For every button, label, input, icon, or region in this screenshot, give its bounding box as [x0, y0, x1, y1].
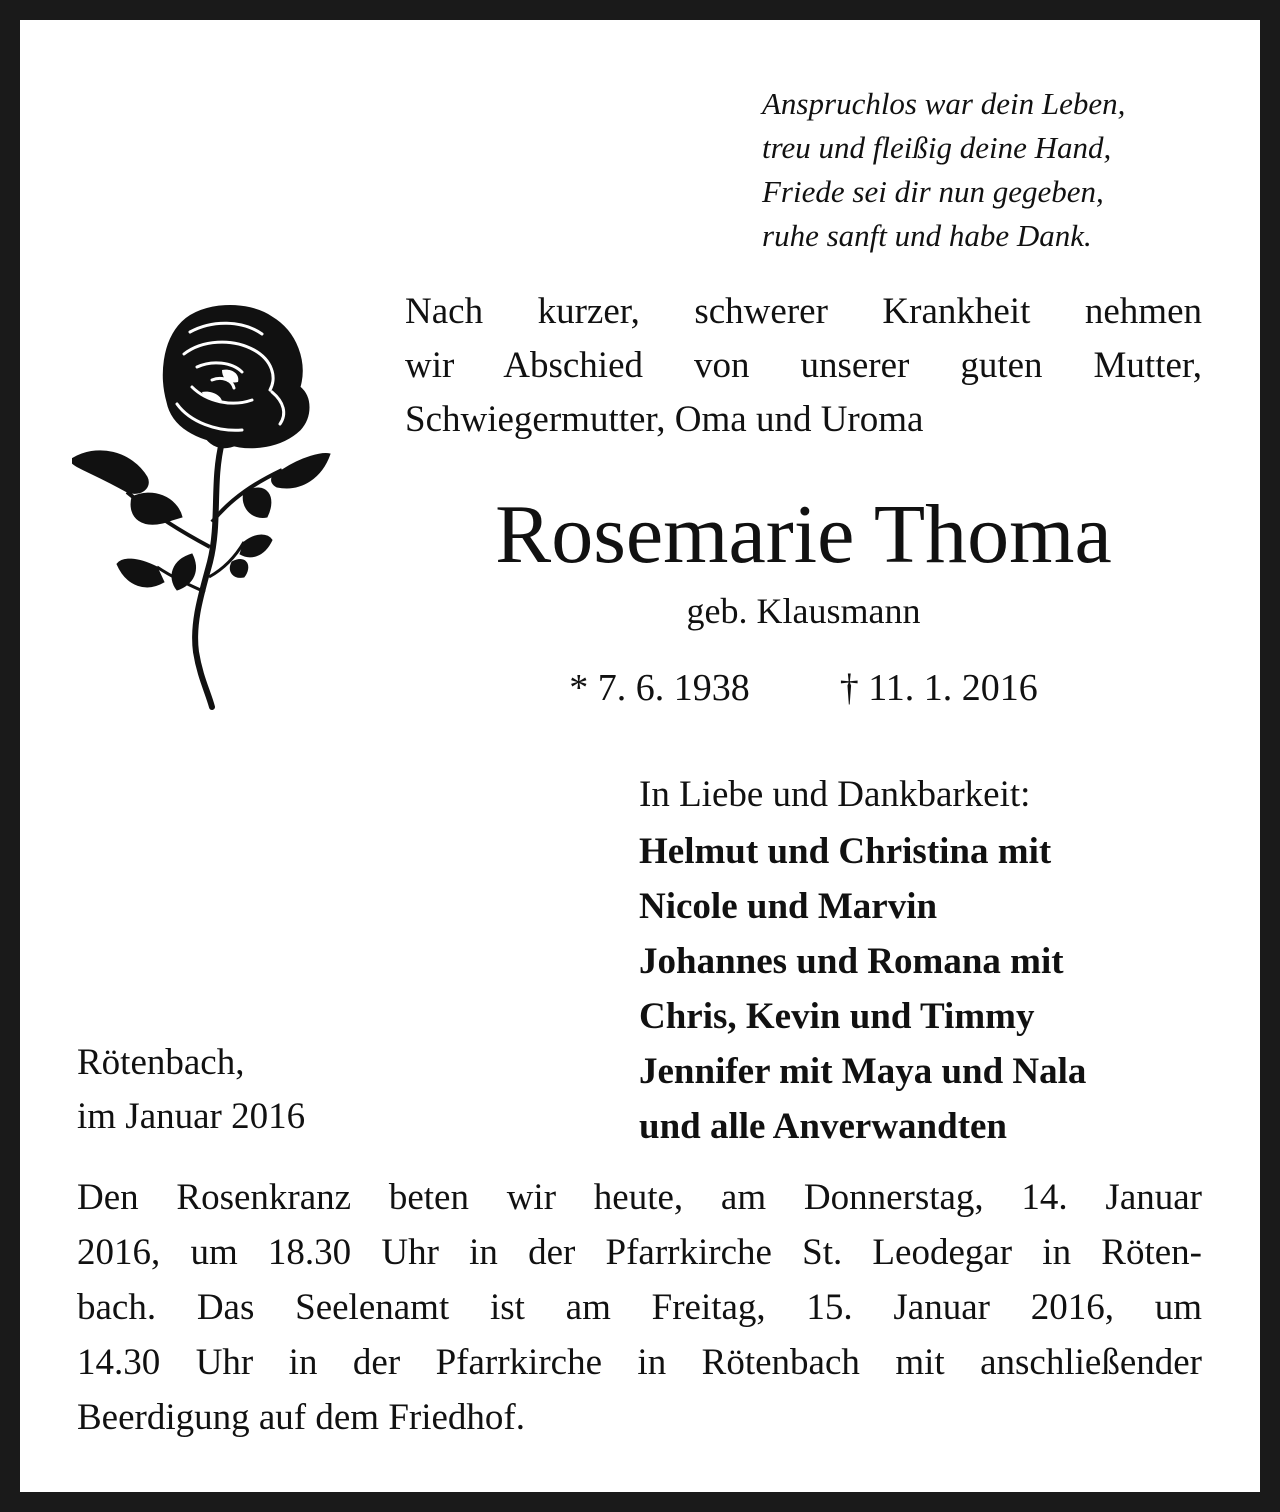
poem-line: Anspruchlos war dein Leben,	[762, 86, 1126, 121]
mourners-heading	[639, 768, 1239, 822]
place-and-date	[77, 1036, 477, 1144]
deceased-name: Rosemarie Thoma	[495, 488, 1112, 581]
life-dates	[405, 662, 1202, 714]
intro-line: wir Abschied von unserer guten Mutter,	[405, 345, 1202, 386]
poem-line: treu und fleißig deine Hand,	[762, 130, 1112, 165]
death-date: † 11. 1. 2016	[839, 667, 1038, 709]
service-line: 14.30 Uhr in der Pfarrkirche in Rötenbach mit anschließender	[77, 1342, 1202, 1383]
maiden-name: geb. Klausmann	[686, 591, 921, 631]
birth-date: * 7. 6. 1938	[569, 667, 750, 709]
poem-line: ruhe sanft und habe Dank.	[762, 218, 1092, 253]
mourner-line: Helmut und Christina mit	[639, 831, 1052, 872]
poem-line: Friede sei dir nun gegeben,	[762, 174, 1104, 209]
mourner-line: und alle Anverwandten	[639, 1106, 1008, 1147]
mourner-line: Chris, Kevin und Timmy	[639, 996, 1035, 1037]
mourner-line: Jennifer mit Maya und Nala	[639, 1051, 1087, 1092]
mourners-list	[639, 824, 1239, 1154]
intro-line: Nach kurzer, schwerer Krankheit nehmen	[405, 291, 1202, 332]
service-info	[77, 1170, 1202, 1445]
service-line: bach. Das Seelenamt ist am Freitag, 15. Januar 2016, um	[77, 1287, 1202, 1328]
service-line: Beerdigung auf dem Friedhof.	[77, 1397, 525, 1438]
rose-icon	[72, 292, 332, 712]
service-line: Den Rosenkranz beten wir heute, am Donnerstag, 14. Januar	[77, 1177, 1202, 1218]
date-line: im Januar 2016	[77, 1096, 306, 1137]
place-line: Rötenbach,	[77, 1042, 245, 1083]
mourner-line: Johannes und Romana mit	[639, 941, 1064, 982]
intro-text	[405, 285, 1202, 447]
service-line: 2016, um 18.30 Uhr in der Pfarrkirche St. Leodegar in Röten-	[77, 1232, 1202, 1273]
mourner-line: Nicole und Marvin	[639, 886, 938, 927]
poem	[762, 82, 1232, 258]
intro-line: Schwiegermutter, Oma und Uroma	[405, 399, 924, 440]
obituary-notice	[20, 20, 1260, 1492]
mourners-heading-text: In Liebe und Dankbarkeit:	[639, 774, 1031, 815]
